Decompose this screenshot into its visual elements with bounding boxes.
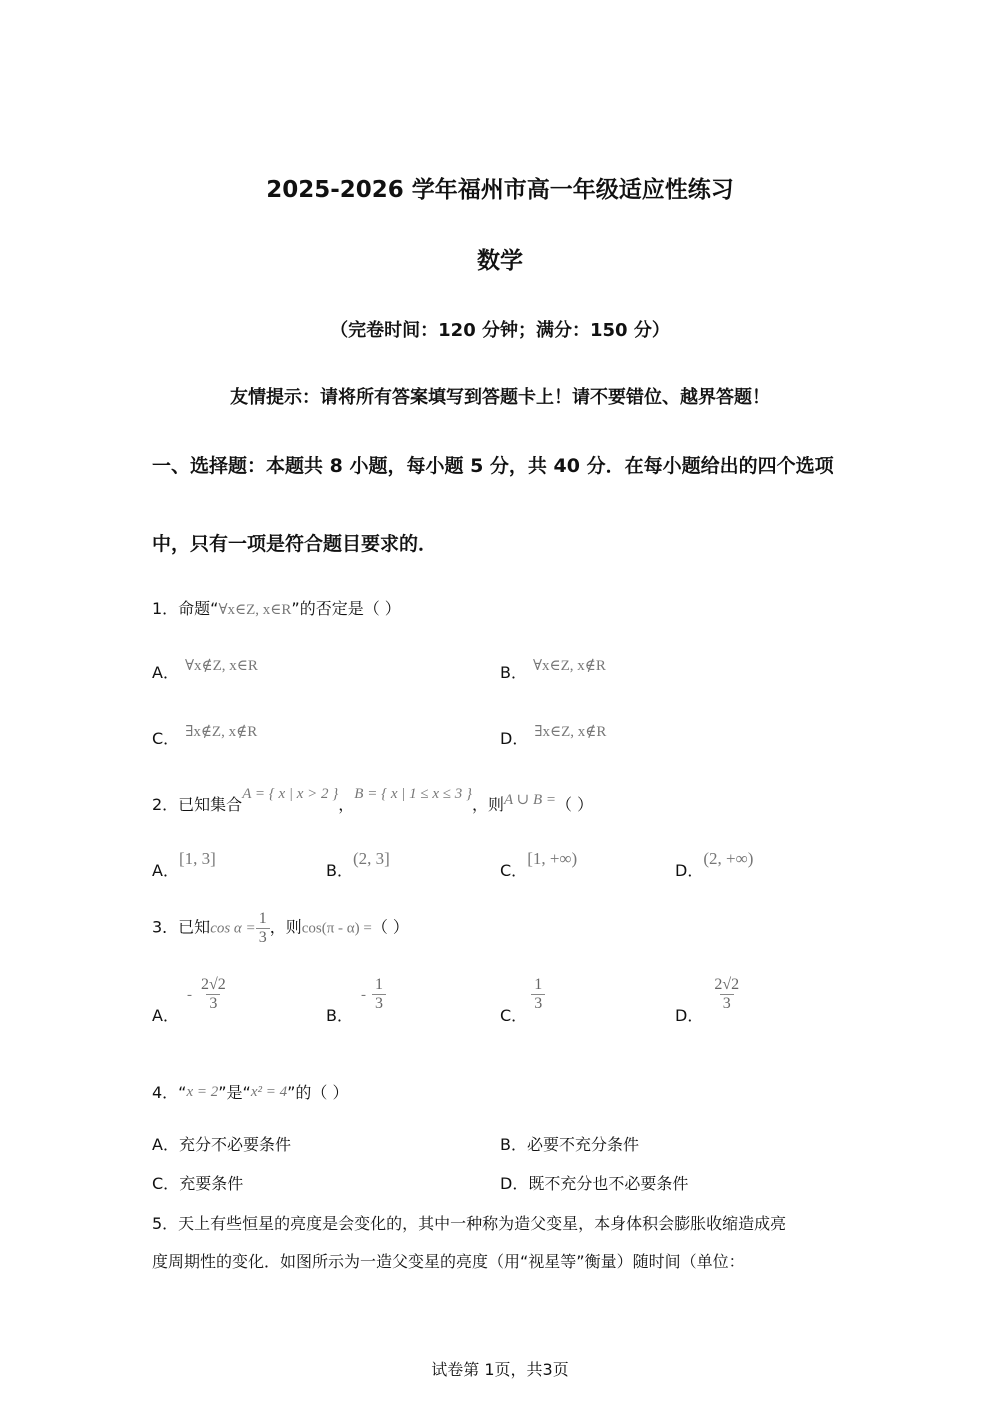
exam-notice: 友情提示：请将所有答案填写到答题卡上！请不要错位、越界答题！ [230, 387, 770, 408]
option-label: A． [152, 1005, 179, 1025]
q2-set-a: A = { x | x > 2 } [242, 786, 339, 802]
option-math: [1, 3] [178, 849, 216, 868]
q3-given: cos α = [210, 920, 256, 937]
q4-math-1: x = 2 [186, 1084, 219, 1100]
question-2 [152, 786, 594, 815]
page-footer: 试卷第 1页，共3页 [431, 1360, 569, 1379]
option-text: 既不充分也不必要条件 [528, 1174, 689, 1193]
option-math: (2, 3] [352, 849, 390, 868]
option-label: C． [500, 1005, 528, 1025]
option-sign: - [186, 986, 192, 1003]
q3-option-d[interactable] [675, 976, 742, 1025]
exam-subject: 数学 [477, 248, 523, 274]
question-3 [152, 910, 409, 946]
option-math: ∃x∉Z, x∉R [185, 724, 258, 740]
q4-option-b[interactable] [500, 1132, 639, 1155]
option-math: ∃x∈Z, x∉R [534, 724, 607, 740]
q1-prefix: 1．命题“ [152, 599, 219, 618]
exam-info: （完卷时间：120 分钟；满分：150 分） [330, 320, 670, 341]
q2-comma: ， [338, 795, 355, 814]
option-label: A． [152, 861, 179, 880]
q4-option-c[interactable] [152, 1171, 243, 1194]
option-label: A． [152, 663, 179, 682]
option-math: ∀x∉Z, x∈R [184, 658, 258, 674]
option-fraction: $\frac{2√2}{3}$ [200, 976, 226, 1012]
q1-math: ∀x∈Z, x∈R [218, 602, 292, 618]
option-math: [1, +∞) [527, 849, 578, 868]
q3-prefix: 3．已知 [152, 917, 211, 937]
q3-suffix: （ ） [371, 917, 409, 937]
q1-option-d[interactable] [500, 726, 606, 749]
option-text: 必要不充分条件 [526, 1135, 639, 1154]
q3-expression: cos(π - α) = [301, 920, 372, 937]
option-fraction: $\frac{1}{3}$ [531, 976, 545, 1012]
q3-option-c[interactable] [500, 976, 545, 1025]
option-label: B． [326, 1005, 353, 1025]
option-fraction: $\frac{1}{3}$ [372, 976, 386, 1012]
option-sign: - [360, 986, 366, 1003]
question-1 [152, 596, 401, 619]
option-math: ∀x∈Z, x∉R [532, 658, 606, 674]
section-heading-line1: 一、选择题：本题共 8 小题，每小题 5 分，共 40 分．在每小题给出的四个选项 [152, 455, 834, 477]
q3-option-b[interactable] [326, 976, 386, 1025]
question-5-line1: 5．天上有些恒星的亮度是会变化的，其中一种称为造父变星，本身体积会膨胀收缩造成亮 [152, 1214, 787, 1233]
q2-option-d[interactable] [675, 849, 754, 881]
option-label: C． [152, 729, 180, 748]
q1-option-c[interactable] [152, 726, 257, 749]
option-label: D． [500, 729, 529, 748]
q3-given-fraction: $\frac{1}{3}$ [256, 910, 270, 946]
option-label: B． [500, 1135, 527, 1154]
q3-then: ，则 [269, 917, 302, 937]
q2-prefix: 2．已知集合 [152, 795, 243, 814]
q1-option-a[interactable] [152, 660, 258, 683]
q4-prefix: 4．“ [152, 1083, 187, 1102]
q1-option-b[interactable] [500, 660, 606, 683]
option-label: D． [675, 861, 704, 880]
q4-math-2: x² = 4 [250, 1084, 288, 1100]
q2-suffix: （ ） [555, 795, 594, 814]
option-math: (2, +∞) [703, 849, 754, 868]
q2-union: A ∪ B = [503, 792, 556, 808]
q2-set-b: B = { x | 1 ≤ x ≤ 3 } [354, 786, 472, 802]
option-label: A． [152, 1135, 179, 1154]
option-label: B． [326, 861, 353, 880]
q4-mid: ”是“ [218, 1083, 251, 1102]
exam-title: 2025-2026 学年福州市高一年级适应性练习 [266, 177, 734, 203]
option-label: C． [500, 861, 528, 880]
q4-option-d[interactable] [500, 1171, 688, 1194]
option-label: D． [675, 1005, 704, 1025]
option-fraction: $\frac{2√2}{3}$ [714, 976, 740, 1012]
question-5-line2: 度周期性的变化．如图所示为一造父变星的亮度（用“视星等”衡量）随时间（单位： [152, 1252, 745, 1271]
q3-option-a[interactable] [152, 976, 229, 1025]
q2-option-b[interactable] [326, 849, 390, 881]
option-label: C． [152, 1174, 180, 1193]
q4-suffix: ”的（ ） [287, 1083, 349, 1102]
q2-then: ，则 [471, 795, 504, 814]
option-label: B． [500, 663, 527, 682]
question-4 [152, 1080, 349, 1103]
option-text: 充要条件 [179, 1174, 244, 1193]
q1-suffix: ”的否定是（ ） [291, 599, 401, 618]
option-text: 充分不必要条件 [178, 1135, 291, 1154]
option-label: D． [500, 1174, 529, 1193]
q2-option-c[interactable] [500, 849, 578, 881]
section-heading-line2: 中，只有一项是符合题目要求的． [152, 533, 438, 555]
q4-option-a[interactable] [152, 1132, 291, 1155]
q2-option-a[interactable] [152, 849, 216, 881]
